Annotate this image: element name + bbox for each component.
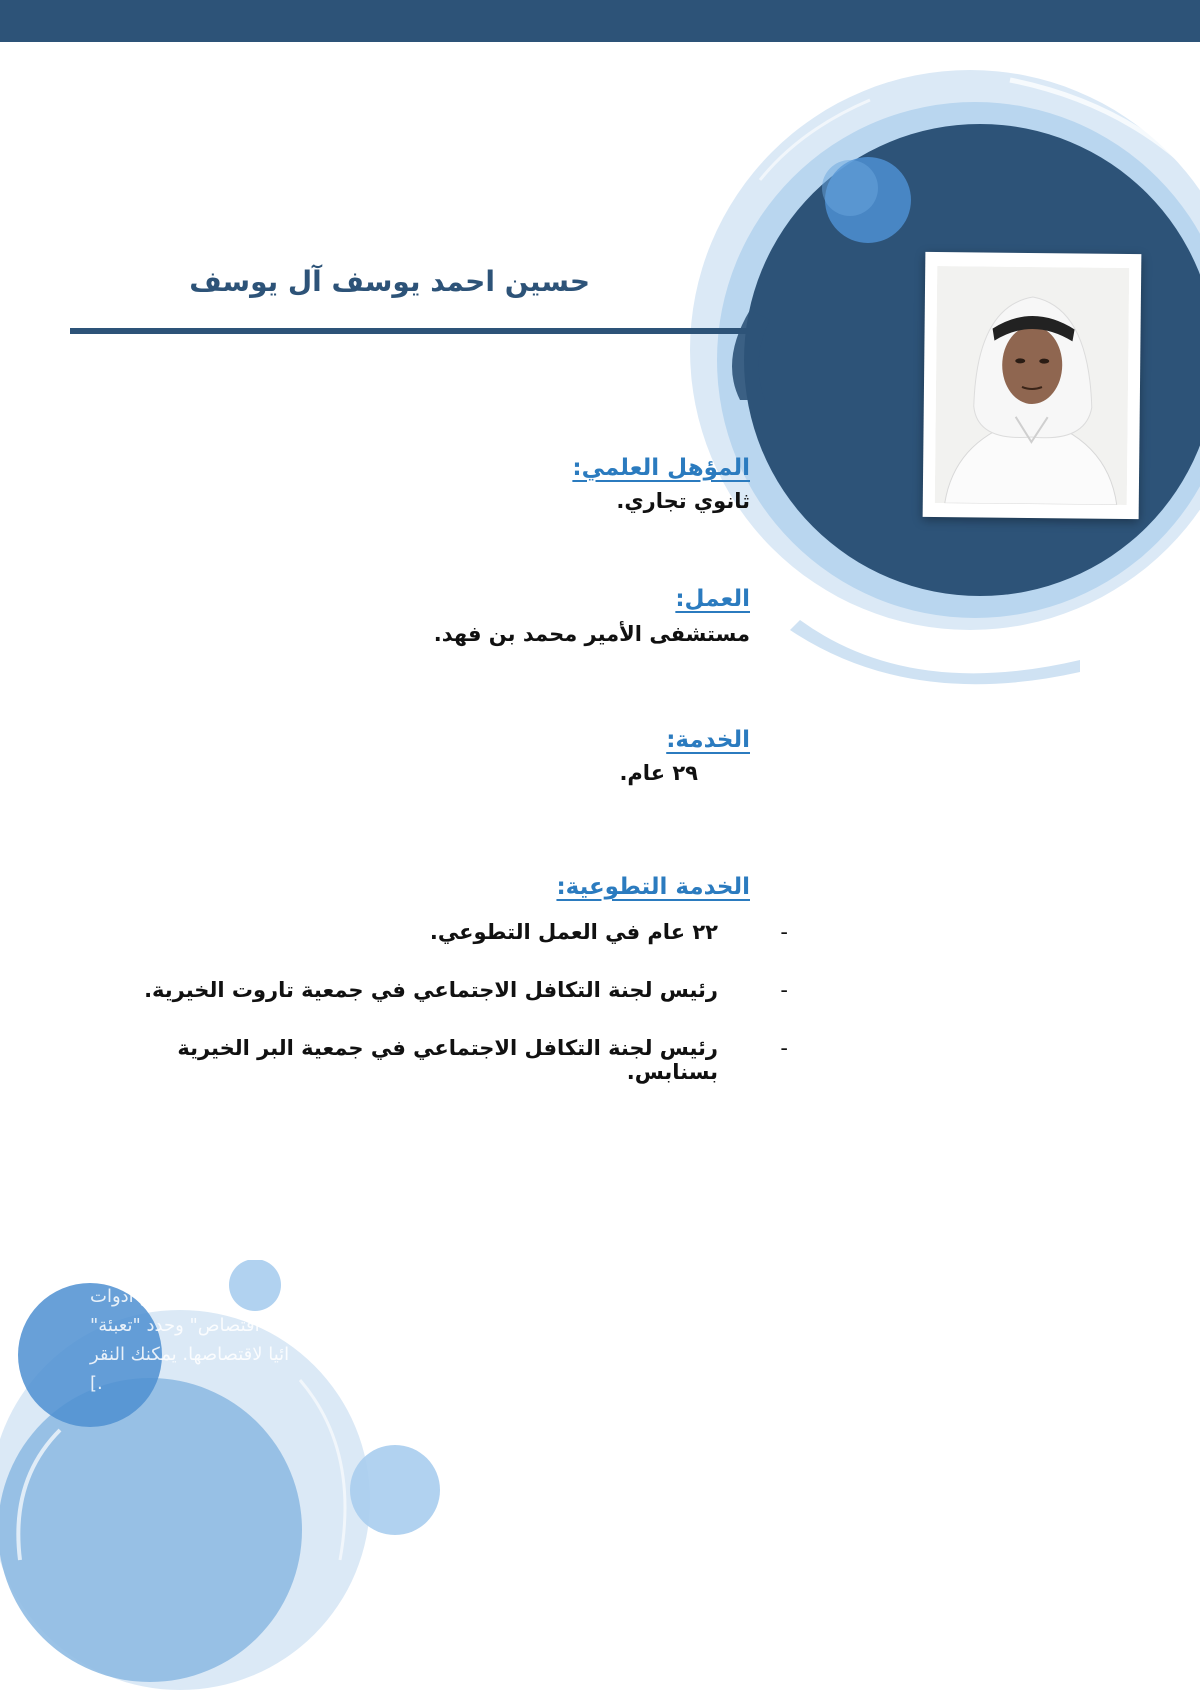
bullet-dash: -	[780, 920, 788, 944]
person-name: حسين احمد يوسف آل يوسف	[189, 265, 590, 298]
service-value: ٢٩ عام.	[619, 761, 698, 785]
work-heading: العمل:	[675, 586, 750, 612]
bullet-dash: -	[780, 978, 788, 1002]
volunteer-section	[110, 874, 750, 900]
list-item	[110, 920, 788, 978]
volunteer-list	[110, 920, 788, 1094]
person-photo-icon	[935, 266, 1129, 505]
qualification-heading: المؤهل العلمي:	[572, 455, 750, 481]
placeholder-text	[90, 1282, 690, 1398]
placeholder-line: اقتصاص" وحدد "تعبئة"	[90, 1315, 260, 1336]
qualification-value: ثانوي تجاري.	[616, 489, 750, 513]
placeholder-line: .]	[90, 1373, 103, 1394]
service-section	[110, 727, 750, 785]
list-item	[110, 978, 788, 1036]
bullet-dash: -	[780, 1036, 788, 1060]
service-heading: الخدمة:	[666, 727, 750, 753]
work-section	[110, 586, 750, 646]
list-item	[110, 1036, 788, 1094]
volunteer-item-text: رئيس لجنة التكافل الاجتماعي في جمعية البر الخيرية بسنابس.	[177, 1036, 718, 1084]
placeholder-line: قائمة تنسيق أدوات	[90, 1286, 232, 1307]
work-value: مستشفى الأمير محمد بن فهد.	[433, 622, 750, 646]
placeholder-line: ائيا لاقتصاصها. يمكنك النقر	[90, 1344, 290, 1365]
volunteer-item-text: رئيس لجنة التكافل الاجتماعي في جمعية تاروت الخيرية.	[144, 978, 718, 1002]
profile-photo-frame	[923, 252, 1142, 519]
volunteer-item-text: ٢٢ عام في العمل التطوعي.	[429, 920, 718, 944]
name-underline-divider	[70, 328, 754, 334]
qualification-section	[110, 455, 750, 513]
top-banner	[0, 0, 1200, 42]
volunteer-heading: الخدمة التطوعية:	[556, 874, 750, 900]
